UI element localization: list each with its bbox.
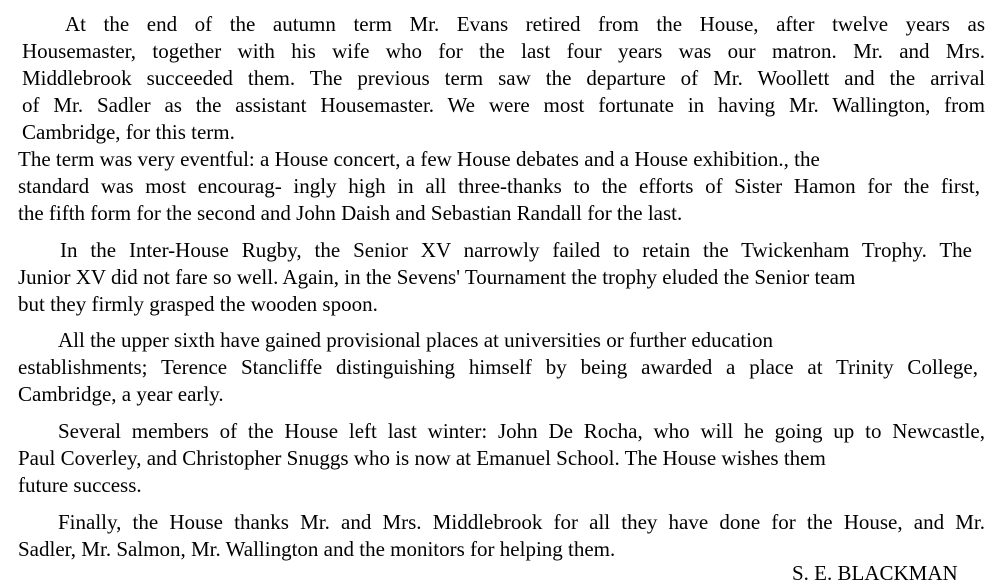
paragraph-line: Paul Coverley, and Christopher Snuggs who is now at Emanuel School. The House wishes them: [18, 446, 826, 470]
paragraph-line: At the end of the autumn term Mr. Evans retired from the House, after twelve years as: [65, 12, 985, 36]
paragraph-line: The term was very eventful: a House concert, a few House debates and a House exhibition., the: [18, 147, 820, 171]
paragraph-line: Junior XV did not fare so well. Again, in the Sevens' Tournament the trophy eluded the Senior team: [18, 265, 856, 289]
paragraph-line: Finally, the House thanks Mr. and Mrs. Middlebrook for all they have done for the House, and Mr.: [58, 510, 985, 534]
paragraph-line: All the upper sixth have gained provisional places at universities or further education: [58, 328, 773, 352]
paragraph-line: establishments; Terence Stancliffe distinguishing himself by being awarded a place at Trinity College,: [18, 355, 978, 379]
paragraph-line: future success.: [18, 473, 142, 497]
paragraph-line: Housemaster, together with his wife who for the last four years was our matron. Mr. and Mrs.: [22, 39, 985, 63]
paragraph-line: In the Inter-House Rugby, the Senior XV narrowly failed to retain the Twickenham Trophy. The: [60, 238, 972, 262]
paragraph-line: standard was most encourag- ingly high in all three-thanks to the efforts of Sister Hamon for the first,: [18, 174, 980, 198]
paragraph-line: of Mr. Sadler as the assistant Housemaster. We were most fortunate in having Mr. Wallington, from: [22, 93, 985, 117]
paragraph-line: Several members of the House left last winter: John De Rocha, who will he going up to Newcastle,: [58, 419, 985, 443]
author-signature: S. E. BLACKMAN: [792, 561, 958, 585]
paragraph-line: Sadler, Mr. Salmon, Mr. Wallington and the monitors for helping them.: [18, 537, 616, 561]
paragraph-line: Cambridge, for this term.: [22, 120, 235, 144]
paragraph-line: Middlebrook succeeded them. The previous term saw the departure of Mr. Woollett and the arrival: [22, 66, 985, 90]
paragraph-line: but they firmly grasped the wooden spoon.: [18, 292, 378, 316]
paragraph-line: the fifth form for the second and John Daish and Sebastian Randall for the last.: [18, 201, 683, 225]
paragraph-line: Cambridge, a year early.: [18, 382, 224, 406]
